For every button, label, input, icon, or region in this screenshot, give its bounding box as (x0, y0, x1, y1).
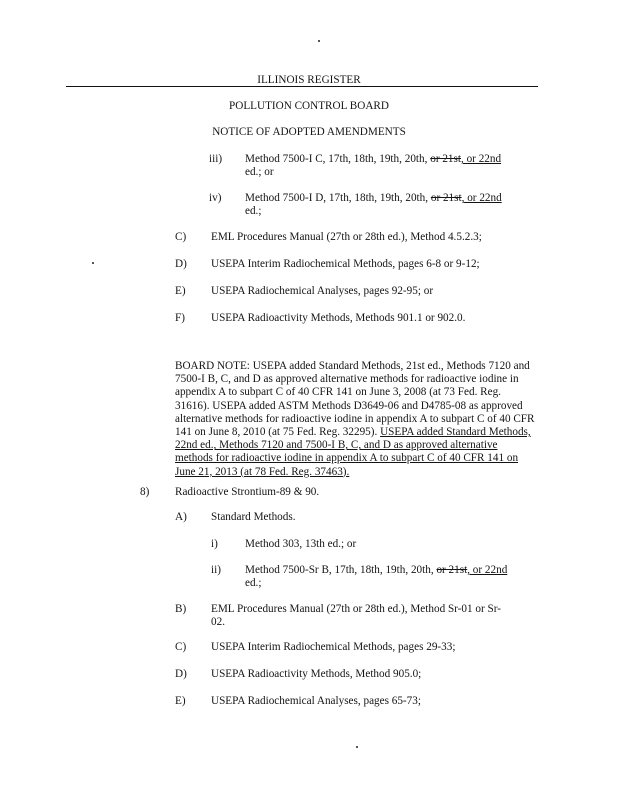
subitem-num: i) (211, 538, 218, 550)
item-letter: B) (175, 603, 187, 615)
subitem-num: ii) (211, 564, 221, 576)
subitem-text: Method 303, 13th ed.; or (245, 538, 357, 550)
section-title: Radioactive Strontium-89 & 90. (175, 486, 320, 498)
scan-speck (318, 40, 320, 42)
item-letter: E) (175, 695, 186, 707)
item-text-cont: ed.; (245, 205, 262, 217)
item-letter: C) (175, 231, 187, 243)
section-num: 8) (140, 486, 150, 498)
item-letter: D) (175, 668, 187, 680)
scan-speck (92, 262, 94, 264)
item-letter: E) (175, 285, 186, 297)
item-letter: F) (175, 312, 185, 324)
item-text: USEPA Radioactivity Methods, Methods 901.1 or 902.0. (211, 312, 466, 324)
header-rule (66, 86, 538, 87)
item-text: EML Procedures Manual (27th or 28th ed.), Method 4.5.2.3; (211, 231, 482, 243)
item-text-cont: ed.; or (245, 166, 274, 178)
board-title: POLLUTION CONTROL BOARD (229, 100, 389, 112)
subitem-text-cont: ed.; (245, 577, 262, 589)
item-text: USEPA Interim Radiochemical Methods, pages 6-8 or 9-12; (211, 258, 480, 270)
board-note (175, 360, 535, 479)
board-note-text: BOARD NOTE: USEPA added Standard Methods, 21st ed., Methods 7120 and 7500-I B, C, and D as approved alternative methods for radioactive iodine in appendix A to subpart C of 40 CFR 141 on June 3, 2008 (at 73 Fed. Reg. 31616). USEPA added ASTM Methods D3649-06 and D4785-08 as approved alternative methods for radioactive iodine in appendix A to subpart C of 40 CFR 141 on June 8, 2010 (at 75 Fed. Reg. 32295). (175, 360, 535, 439)
item-text: Method 7500-I D, 17th, 18th, 19th, 20th, or 21st, or 22nd (245, 192, 502, 204)
item-text: Standard Methods. (211, 511, 296, 523)
item-text: Method 7500-I C, 17th, 18th, 19th, 20th, or 21st, or 22nd (245, 153, 502, 165)
item-num: iii) (209, 153, 223, 165)
item-text-cont: 02. (211, 616, 225, 628)
notice-title: NOTICE OF ADOPTED AMENDMENTS (212, 126, 406, 138)
register-title: ILLINOIS REGISTER (257, 74, 361, 86)
board-note-added: USEPA added Standard Methods, 22nd ed., Methods 7120 and 7500-I B, C, and D as approved alternative methods for radioactive iodine in appendix A to subpart C of 40 CFR 141 on June 21, 2013 (at 78 Fed. Reg. 37463). (175, 426, 531, 478)
subitem-text: Method 7500-Sr B, 17th, 18th, 19th, 20th, or 21st, or 22nd (245, 564, 508, 576)
item-letter: C) (175, 641, 187, 653)
item-text: EML Procedures Manual (27th or 28th ed.), Method Sr-01 or Sr- (211, 603, 501, 615)
item-text: USEPA Radioactivity Methods, Method 905.0; (211, 668, 422, 680)
item-letter: D) (175, 258, 187, 270)
item-letter: A) (175, 511, 187, 523)
item-text: USEPA Radiochemical Analyses, pages 65-73; (211, 695, 421, 707)
item-text: USEPA Radiochemical Analyses, pages 92-95; or (211, 285, 434, 297)
item-text: USEPA Interim Radiochemical Methods, pages 29-33; (211, 641, 456, 653)
item-num: iv) (209, 192, 222, 204)
scan-speck (356, 746, 358, 748)
